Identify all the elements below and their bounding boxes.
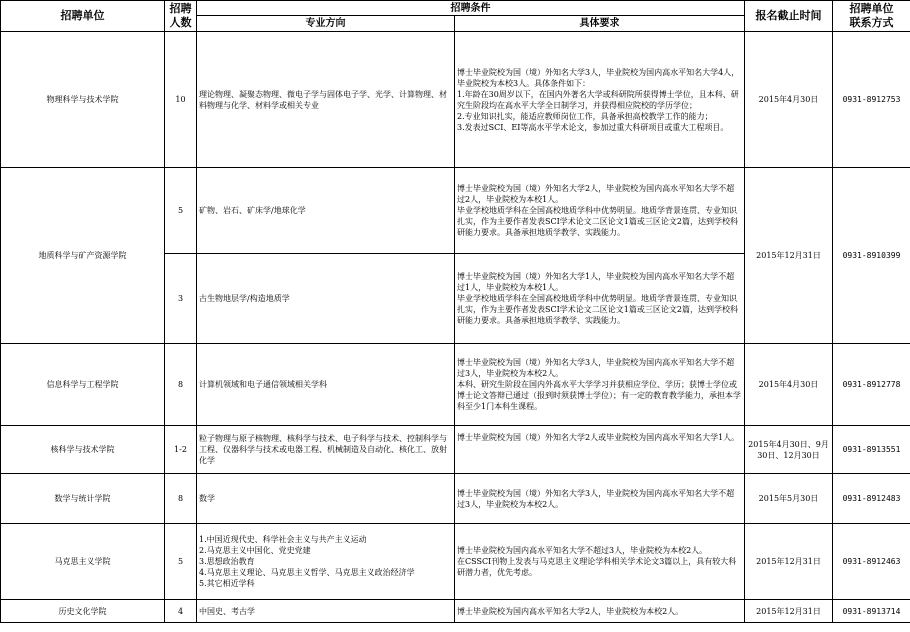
requirement-line: 博士毕业院校为国内高水平知名大学不超过3人，毕业院校为本校2人。 bbox=[457, 546, 708, 555]
deadline-cell: 2015年4月30日 bbox=[745, 344, 833, 426]
direction-cell bbox=[197, 524, 455, 600]
requirement-line: 毕业学校地质学科在全国高校地质学科中优势明显。地质学背景连贯、专业知识扎实，作为主要作者发表SCI学术论文二区论文1篇或三区论文2篇，达到学校科研能力要求。具备承担地质学教学、实践能力。 bbox=[457, 206, 738, 237]
requirements-cell bbox=[455, 254, 745, 344]
requirement-line: 本科、研究生阶段在国内外高水平大学学习并获相应学位、学历；获博士学位或博士论文答辩已通过（报到时须获博士学位）；有一定的教育教学能力，承担本学科至少1门本科生课程。 bbox=[457, 380, 741, 411]
header-count-line2: 人数 bbox=[169, 16, 192, 29]
direction-line: 4.马克思主义理论、马克思主义哲学、马克思主义政治经济学 bbox=[199, 568, 415, 577]
requirements-cell bbox=[455, 32, 745, 168]
requirement-line: 2.专业知识扎实，能适应教师岗位工作，具备承担高校教学工作的能力； bbox=[457, 111, 713, 121]
deadline-cell: 2015年12月31日 bbox=[745, 168, 833, 344]
count-cell: 1-2 bbox=[165, 426, 197, 474]
unit-cell: 物理科学与技术学院 bbox=[1, 32, 165, 168]
requirements-cell bbox=[455, 344, 745, 426]
table-row bbox=[1, 600, 910, 623]
unit-cell: 历史文化学院 bbox=[1, 600, 165, 623]
deadline-cell: 2015年4月30日 bbox=[745, 32, 833, 168]
requirement-line: 博士毕业院校为国（境）外知名大学2人，毕业院校为国内高水平知名大学不超过2人，毕业院校为本校1人。 bbox=[457, 184, 735, 204]
deadline-cell: 2015年4月30日、9月30日、12月30日 bbox=[745, 426, 833, 474]
requirements-cell bbox=[455, 426, 745, 474]
direction-cell: 粒子物理与原子核物理、核科学与技术、电子科学与技术、控制科学与工程、仪器科学与技术或电器工程、机械制造及自动化、核化工、放射化学 bbox=[197, 426, 455, 474]
requirement-line: 博士毕业院校为国内高水平知名大学2人，毕业院校为本校2人。 bbox=[457, 606, 684, 616]
header-contact-line2: 联系方式 bbox=[849, 16, 894, 29]
count-cell: 8 bbox=[165, 344, 197, 426]
requirements-cell bbox=[455, 524, 745, 600]
table-row bbox=[1, 474, 910, 524]
direction-cell: 中国史、考古学 bbox=[197, 600, 455, 623]
count-cell: 8 bbox=[165, 474, 197, 524]
phone-cell: 0931-8913551 bbox=[833, 426, 910, 474]
header-conditions: 招聘条件 bbox=[197, 1, 745, 16]
requirement-line: 博士毕业院校为国（境）外知名大学2人或毕业院校为国内高水平知名大学1人。 bbox=[457, 433, 740, 442]
header-count bbox=[165, 1, 197, 32]
count-cell: 5 bbox=[165, 168, 197, 254]
requirement-line: 博士毕业院校为国（境）外知名大学3人，毕业院校为国内高水平知名大学不超过3人，毕业院校为本校2人。 bbox=[457, 488, 735, 509]
direction-line: 5.其它相近学科 bbox=[199, 579, 255, 588]
count-cell: 3 bbox=[165, 254, 197, 344]
direction-cell: 数学 bbox=[197, 474, 455, 524]
header-deadline: 报名截止时间 bbox=[745, 1, 833, 32]
table-row bbox=[1, 524, 910, 600]
unit-cell: 马克思主义学院 bbox=[1, 524, 165, 600]
header-contact bbox=[833, 1, 910, 32]
direction-cell: 计算机领域和电子通信领域相关学科 bbox=[197, 344, 455, 426]
count-cell: 5 bbox=[165, 524, 197, 600]
requirements-cell bbox=[455, 600, 745, 623]
requirement-line: 博士毕业院校为国（境）外知名大学1人，毕业院校为国内高水平知名大学不超过1人，毕业院校为本校1人。 bbox=[457, 272, 735, 292]
table-row bbox=[1, 344, 910, 426]
header-contact-line1: 招聘单位 bbox=[849, 2, 894, 15]
header-count-line1: 招聘 bbox=[169, 2, 192, 15]
table-row bbox=[1, 426, 910, 474]
direction-cell: 理论物理、凝聚态物理、微电子学与固体电子学、光学、计算物理、材料物理与化学、材料学或相关专业 bbox=[197, 32, 455, 168]
header-requirements: 具体要求 bbox=[455, 16, 745, 32]
direction-cell: 古生物地层学/构造地质学 bbox=[197, 254, 455, 344]
table-row bbox=[1, 32, 910, 168]
requirements-cell bbox=[455, 474, 745, 524]
count-cell: 10 bbox=[165, 32, 197, 168]
deadline-cell: 2015年12月31日 bbox=[745, 524, 833, 600]
phone-cell: 0931-8910399 bbox=[833, 168, 910, 344]
unit-cell: 核科学与技术学院 bbox=[1, 426, 165, 474]
direction-line: 3.思想政治教育 bbox=[199, 557, 255, 566]
unit-cell: 信息科学与工程学院 bbox=[1, 344, 165, 426]
phone-cell: 0931-8912463 bbox=[833, 524, 910, 600]
requirement-line: 毕业学校地质学科在全国高校地质学科中优势明显。地质学背景连贯、专业知识扎实，作为主要作者发表SCI学术论文二区论文1篇或三区论文2篇，达到学校科研能力要求。具备承担地质学教学、实践能力。 bbox=[457, 294, 738, 325]
header-direction: 专业方向 bbox=[197, 16, 455, 32]
phone-cell: 0931-8912753 bbox=[833, 32, 910, 168]
requirements-cell bbox=[455, 168, 745, 254]
direction-line: 1.中国近现代史、科学社会主义与共产主义运动 bbox=[199, 535, 367, 544]
direction-line: 2.马克思主义中国化、党史党建 bbox=[199, 546, 311, 555]
unit-cell: 数学与统计学院 bbox=[1, 474, 165, 524]
requirement-line: 1.年龄在30周岁以下，在国内外著名大学或科研院所获得博士学位，且本科、研究生阶段均在高水平大学全日制学习，并获得相应院校的学历学位； bbox=[457, 89, 739, 110]
requirement-line: 博士毕业院校为国（境）外知名大学3人，毕业院校为国内高水平知名大学4人，毕业院校为本校3人。具体条件如下： bbox=[457, 67, 740, 88]
requirement-line: 在CSSCI刊物上发表与马克思主义理论学科相关学术论文3篇以上，具有较大科研潜力者，优先考虑。 bbox=[457, 557, 737, 577]
phone-cell: 0931-8913714 bbox=[833, 600, 910, 623]
phone-cell: 0931-8912483 bbox=[833, 474, 910, 524]
table-row bbox=[1, 168, 910, 254]
deadline-cell: 2015年5月30日 bbox=[745, 474, 833, 524]
phone-cell: 0931-8912778 bbox=[833, 344, 910, 426]
direction-cell: 矿物、岩石、矿床学/地球化学 bbox=[197, 168, 455, 254]
requirement-line: 博士毕业院校为国（境）外知名大学3人，毕业院校为国内高水平知名大学不超过3人，毕业院校为本校2人。 bbox=[457, 358, 735, 378]
requirement-line: 3.发表过SCI、EI等高水平学术论文，参加过重大科研项目或重大工程项目。 bbox=[457, 122, 729, 132]
count-cell: 4 bbox=[165, 600, 197, 623]
header-unit: 招聘单位 bbox=[1, 1, 165, 32]
unit-cell: 地质科学与矿产资源学院 bbox=[1, 168, 165, 344]
deadline-cell: 2015年12月31日 bbox=[745, 600, 833, 623]
